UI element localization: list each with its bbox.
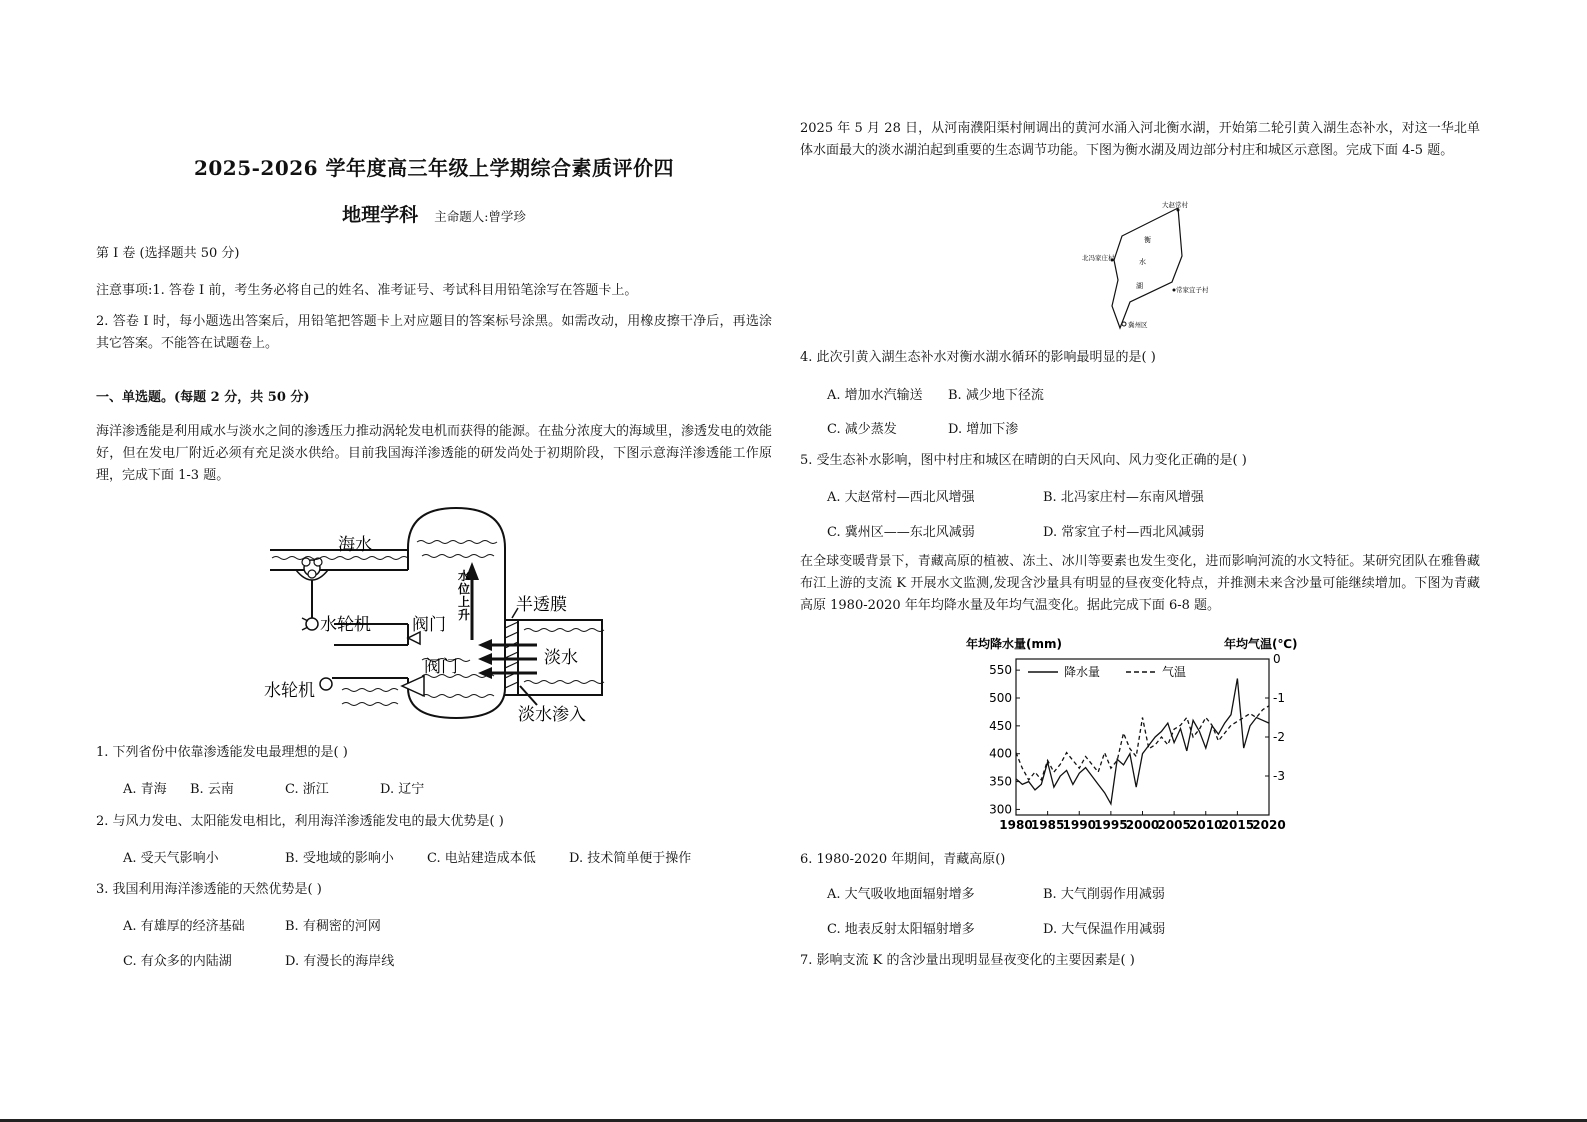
x-tick-label: 2010 [1189,818,1223,832]
page-title: 2025-2026 学年度高三年级上学期综合素质评价四 [193,156,675,180]
q6-stem: 6. 1980-2020 年期间，青藏高原() [800,852,1006,867]
q1-option-c: C. 浙江 [285,782,329,797]
subtitle [96,200,772,227]
osmosis-diagram [262,500,612,730]
y-left-tick-label: 450 [989,718,1012,733]
lake-map [1078,196,1208,336]
legend-temp-label: 气温 [1162,665,1187,679]
q3-stem: 3. 我国利用海洋渗透能的天然优势是( ) [96,882,322,897]
label-turbine-2: 水轮机 [264,681,315,701]
q2-option-b: B. 受地域的影响小 [285,851,394,866]
y-left-tick-label: 550 [989,663,1012,678]
q1-option-a: A. 青海 [123,782,167,797]
q7-stem: 7. 影响支流 K 的含沙量出现明显昼夜变化的主要因素是( ) [800,953,1135,968]
y-left-tick-label: 300 [989,802,1012,817]
passage-3: 在全球变暖背景下，青藏高原的植被、冻土、冰川等要素也发生变化，进而影响河流的水文特征。某研究团队在雅鲁藏布江上游的支流 K 开展水文监测,发现含沙量具有明显的昼夜变化特点，并推测未来含沙量可能继续增加。下图为青藏高原 1980-2020 年年均降水量及年均气温变化。据此完成下面 6-8 题。 [800,554,1480,613]
author-label: 主命题人:曾学珍 [434,209,526,224]
note-1: 注意事项:1. 答卷 I 前，考生务必将自己的姓名、准考证号、考试科目用铅笔涂写在答题卡上。 [96,283,638,298]
q2-stem: 2. 与风力发电、太阳能发电相比，利用海洋渗透能发电的最大优势是( ) [96,814,504,829]
label-freshwater: 淡水 [544,648,578,668]
y-right-tick-label: -1 [1273,691,1285,705]
q2-option-c: C. 电站建造成本低 [427,851,536,866]
passage-1: 海洋渗透能是利用咸水与淡水之间的渗透压力推动涡轮发电机而获得的能源。在盐分浓度大的海域里，渗透发电的效能好，但在发电厂附近必须有充足淡水供给。目前我国海洋渗透能的研发尚处于初期阶段，下图示意海洋渗透能工作原理，完成下面 1-3 题。 [96,424,773,483]
plot-frame [1016,659,1269,815]
q3-option-c: C. 有众多的内陆湖 [123,954,232,969]
q1-stem: 1. 下列省份中依靠渗透能发电最理想的是( ) [96,745,348,760]
y-left-tick-label: 400 [989,746,1012,761]
district-label: 冀州区 [1128,321,1148,329]
q5-option-c: C. 冀州区——东北风减弱 [827,525,975,540]
q1-option-d: D. 辽宁 [380,782,425,797]
x-tick-label: 1995 [1094,818,1128,832]
village-west: 北冯家庄村 [1082,254,1115,262]
subject-label: 地理学科 [342,204,419,226]
q3-option-d: D. 有漫长的海岸线 [285,954,395,969]
q6-option-c: C. 地表反射太阳辐射增多 [827,922,975,937]
q6-option-b: B. 大气削弱作用减弱 [1043,887,1165,902]
lake-char-1: 衡 [1144,236,1151,244]
legend-precip-label: 降水量 [1064,665,1101,679]
lake-outline [1112,208,1182,328]
q6-option-a: A. 大气吸收地面辐射增多 [827,887,975,902]
x-tick-label: 2005 [1157,818,1191,832]
q3-option-a: A. 有雄厚的经济基础 [123,919,245,934]
q5-option-b: B. 北冯家庄村—东南风增强 [1043,490,1204,505]
y-right-tick-label: 0 [1273,652,1281,666]
label-turbine-1: 水轮机 [320,615,371,635]
x-tick-label: 1980 [999,818,1033,832]
x-tick-label: 1990 [1062,818,1096,832]
y-right-tick-label: -3 [1273,769,1285,783]
q1-option-b: B. 云南 [190,782,234,797]
x-tick-label: 2000 [1125,818,1160,832]
lake-char-2: 水 [1139,258,1146,266]
q2-option-a: A. 受天气影响小 [123,851,219,866]
y-right-tick-label: -2 [1273,730,1285,744]
q4-option-c: C. 减少蒸发 [827,422,897,437]
q4-stem: 4. 此次引黄入湖生态补水对衡水湖水循环的影响最明显的是( ) [800,350,1156,365]
q5-option-d: D. 常家宜子村—西北风减弱 [1043,525,1205,540]
precipitation-line [1016,679,1269,804]
part-heading: 一、单选题。(每题 2 分，共 50 分) [96,390,310,405]
label-level-rise: 水位上升 [458,569,471,622]
x-tick-label: 1985 [1030,818,1065,832]
temperature-line [1016,706,1269,780]
turbine-icon [320,678,332,690]
q6-option-d: D. 大气保温作用减弱 [1043,922,1166,937]
q4-option-b: B. 减少地下径流 [948,388,1044,403]
label-seepage: 淡水渗入 [518,705,586,725]
q3-option-b: B. 有稠密的河网 [285,919,381,934]
passage-2: 2025 年 5 月 28 日，从河南濮阳渠村闸调出的黄河水涌入河北衡水湖，开始第二轮引黄入湖生态补水，对这一华北单体水面最大的淡水湖泊起到重要的生态调节功能。下图为衡水湖及周边部分村庄和城区示意图。完成下面 4-5 题。 [800,121,1480,158]
village-north: 大赵常村 [1162,201,1188,209]
label-valve-1: 阀门 [412,615,446,635]
q5-option-a: A. 大赵常村—西北风增强 [827,490,975,505]
chart-legend [1028,664,1186,679]
label-valve-2: 阀门 [424,657,458,677]
inflow-arrows [490,645,537,673]
district-dot [1122,322,1126,326]
note-2: 2. 答卷 I 时，每小题选出答案后，用铅笔把答题卡上对应题目的答案标号涂黑。如需改动，用橡皮擦干净后，再选涂其它答案。不能答在试题卷上。 [96,314,772,351]
label-seawater: 海水 [338,535,372,555]
lake-char-3: 湖 [1136,282,1143,290]
turbine-icon [302,618,318,630]
village-east: 常家宜子村 [1176,286,1208,294]
climate-chart [960,632,1320,832]
x-tick-label: 2015 [1220,818,1255,832]
q5-stem: 5. 受生态补水影响，图中村庄和城区在晴朗的白天风向、风力变化正确的是( ) [800,453,1247,468]
y-left-tick-label: 350 [989,774,1012,789]
q4-option-d: D. 增加下渗 [948,422,1019,437]
chart-ylabel-left: 年均降水量(mm) [966,637,1062,651]
x-tick-label: 2020 [1252,818,1286,832]
y-left-tick-label: 500 [989,691,1012,705]
q2-option-d: D. 技术简单便于操作 [569,851,692,866]
section-label: 第 I 卷 (选择题共 50 分) [96,246,240,261]
membrane-hatch [505,620,518,688]
q4-option-a: A. 增加水汽输送 [827,388,923,403]
label-membrane: 半透膜 [516,595,567,615]
chart-ylabel-right: 年均气温(℃) [1224,637,1298,651]
